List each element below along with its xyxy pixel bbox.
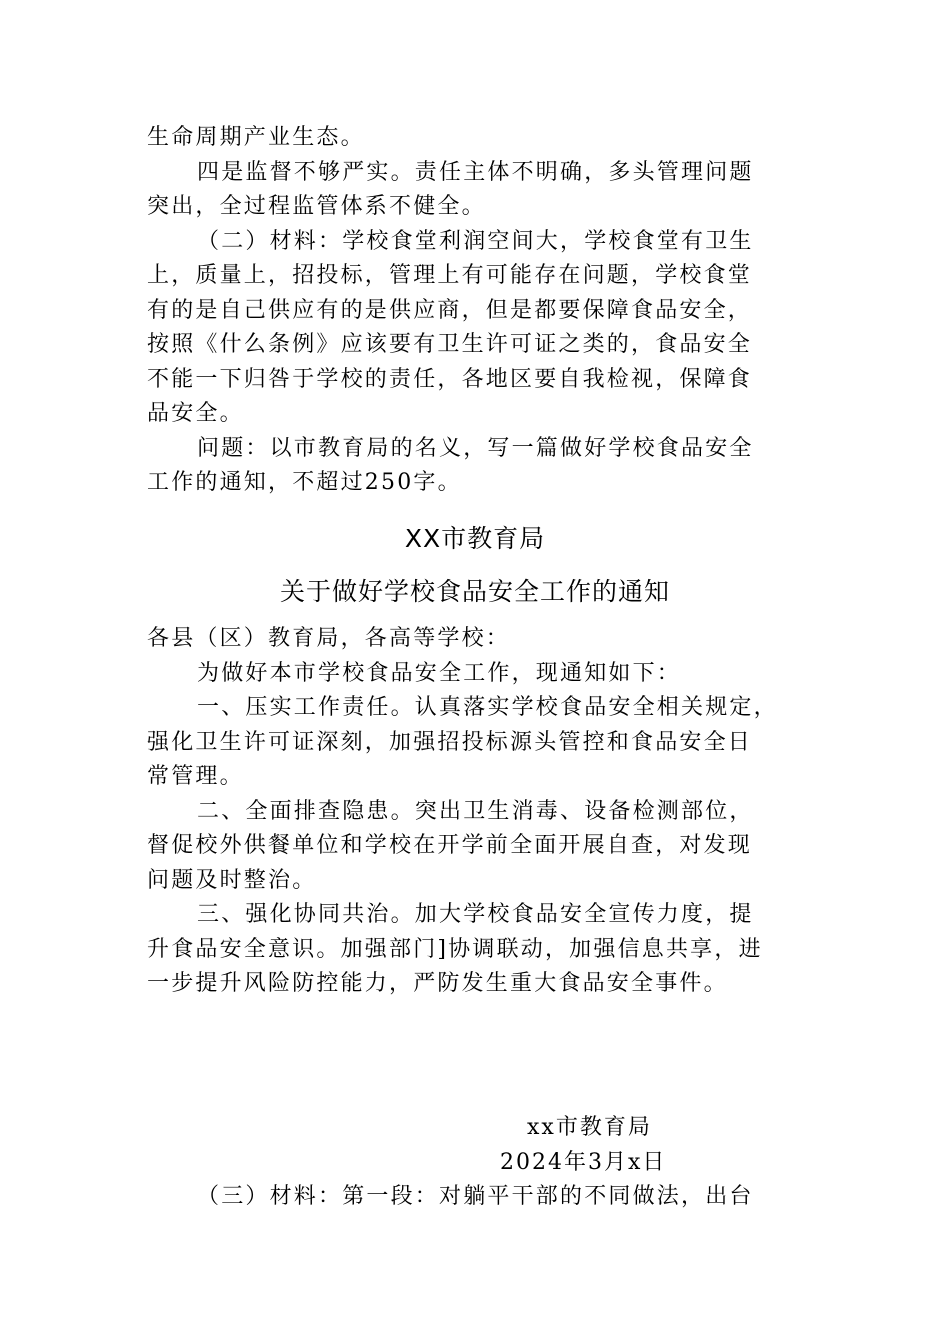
paragraph-line: 生命周期产业生态。 xyxy=(147,125,365,150)
paragraph-line: 突出，全过程监管体系不健全。 xyxy=(147,194,486,219)
paragraph-line: 按照《什么条例》应该要有卫生许可证之类的，食品安全 xyxy=(147,332,753,357)
paragraph-line: 问题：以市教育局的名义，写一篇做好学校食品安全 xyxy=(197,435,754,461)
paragraph-line: 为做好本市学校食品安全工作，现通知如下： xyxy=(197,660,682,686)
paragraph-line: 强化卫生许可证深刻，加强招投标源头管控和食品安全日 xyxy=(147,729,753,755)
paragraph-line: 一、压实工作责任。认真落实学校食品安全相关规定， xyxy=(197,695,778,720)
paragraph-line: 工作的通知，不超过250字。 xyxy=(147,470,462,495)
notice-body xyxy=(147,622,807,1002)
paragraph-line: 四是监督不够严实。责任主体不明确，多头管理问题 xyxy=(197,159,754,185)
intro-section xyxy=(147,121,807,501)
paragraph-line: 上，质量上，招投标，管理上有可能存在问题，学校食堂 xyxy=(147,263,753,288)
paragraph-line: （三）材料：第一段：对躺平干部的不同做法，出台 xyxy=(197,1184,754,1209)
signature-org: xx市教育局 xyxy=(527,1115,652,1140)
paragraph-line: 升食品安全意识。加强部门]协调联动，加强信息共享，进 xyxy=(147,936,763,962)
footer-section xyxy=(147,1180,807,1215)
paragraph-line: 一步提升风险防控能力，严防发生重大食品安全事件。 xyxy=(147,971,728,996)
paragraph-line: 二、全面排查隐患。突出卫生消毒、设备检测部位， xyxy=(197,798,754,824)
paragraph-line: 品安全。 xyxy=(147,401,244,426)
paragraph-line: 有的是自己供应有的是供应商，但是都要保障食品安全， xyxy=(147,297,753,323)
notice-addressee: 各县（区）教育局，各高等学校： xyxy=(147,626,511,651)
paragraph-line: 常管理。 xyxy=(147,764,244,789)
paragraph-line: 督促校外供餐单位和学校在开学前全面开展自查，对发现 xyxy=(147,833,753,858)
notice-title: 关于做好学校食品安全工作的通知 xyxy=(279,577,670,606)
paragraph-line: （二）材料：学校食堂利润空间大，学校食堂有卫生 xyxy=(197,228,754,254)
paragraph-line: 不能一下归咎于学校的责任，各地区要自我检视，保障食 xyxy=(147,366,753,392)
paragraph-line: 三、强化协同共治。加大学校食品安全宣传力度，提 xyxy=(197,902,754,927)
paragraph-line: 问题及时整治。 xyxy=(147,867,317,893)
signature-date: 2024年3月x日 xyxy=(500,1150,667,1175)
notice-title-org: XX市教育局 xyxy=(404,524,546,553)
